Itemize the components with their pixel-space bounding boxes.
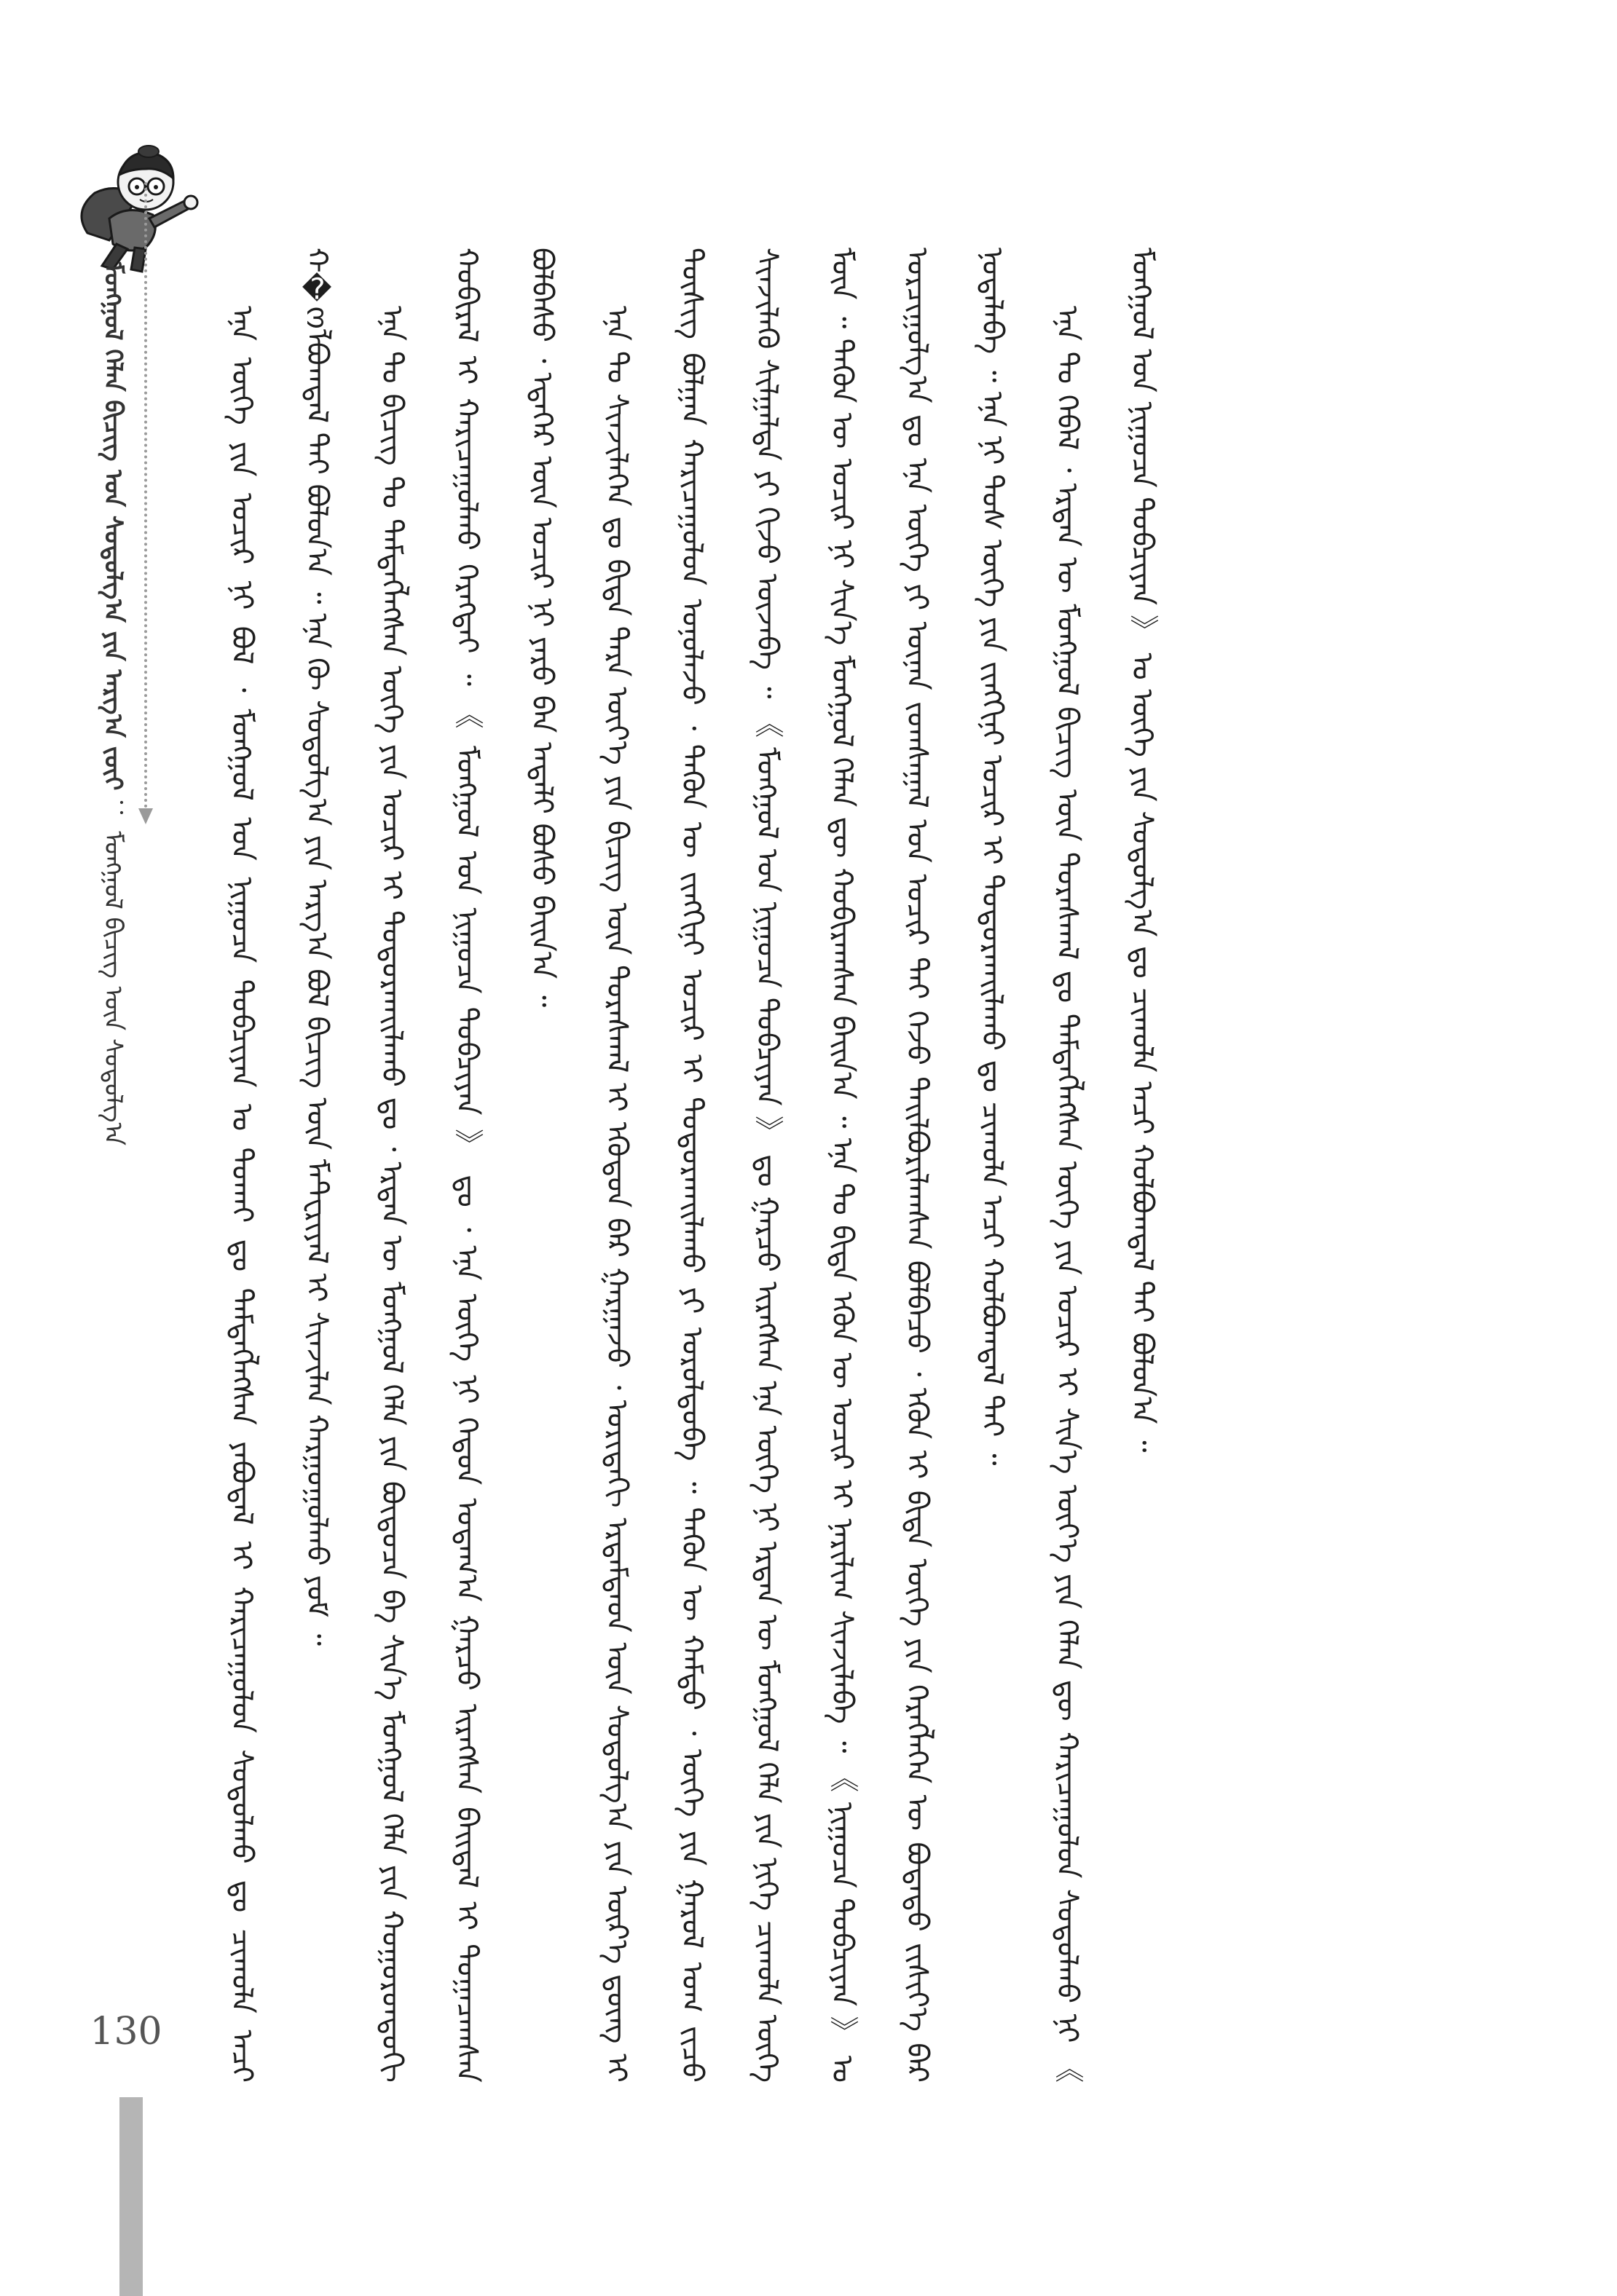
running-header-subtitle: ᠮᠣᠩᠭᠣᠯ ᠪᠢᠴᠢᠭ ᠦᠨ ᠰᠤᠳᠤᠯᠭ᠎ᠠ [98,831,127,1146]
running-header-separator: ： [98,798,127,824]
body-paragraph: ᠡᠨᠡ ᠲᠤ ᠪᠢᠴᠢᠭ ᠲᠤ ᠲᠡᠮᠳᠡᠭᠯᠡᠭᠰᠡᠨ ᠦᠭᠡ ᠶᠢᠨ ᠤᠴᠢᠷ ᠢ ᠲᠣᠳᠤᠷᠬᠠᠢᠯᠠᠬᠤ ᠳᠤ ᠂ ᠡᠷᠲᠡᠨ ᠦ ᠮᠣᠩᠭᠣᠯ ᠬᠡᠯᠡ ᠶᠢᠨ ᠪᠦᠲᠦᠴᠡ ᠪᠠ ᠰᠢᠨ᠎ᠡ ᠮᠣᠩᠭᠣᠯ ᠬᠡᠯᠡ ᠶᠢᠨ ᠬᠣᠭᠣᠷᠤᠨᠳᠤᠬᠢ ᠬᠤᠪᠢᠷᠠᠯ ᠢ ᠬᠠᠷᠢᠴᠠᠭᠤᠯᠬᠤ ᠬᠡᠷᠡᠭᠲᠡᠢ ᠃ 《 ᠮᠣᠩᠭᠣᠯ ᠤᠨ ᠨᠢᠭᠤᠴᠠ ᠲᠣᠪᠴᠢᠶᠠᠨ 》 ᠳᠤ ᠂ ᠡᠨᠡ ᠦᠭᠡ ᠨᠢ ᠬᠡᠳᠦᠨ ᠤᠳᠠᠭ᠎ᠠ ᠭᠠᠷᠴᠤ ᠢᠷᠡᠭᠰᠡᠨ ᠪᠠᠢᠳᠠᠯ ᠢ ᠲᠣᠭᠠᠴᠠᠭᠰᠠᠨ ᠪᠣᠯᠪᠠᠰᠤ ᠂ ᠡᠳᠡᠭᠡᠷ ᠦᠨ ᠤᠴᠢᠷ ᠨᠢ ᠶᠡᠷᠦ ᠪᠡᠨ ᠠᠳᠠᠯᠢ ᠪᠤᠰᠤ ᠪᠠᠢᠨ᠎ᠠ ᠃ [375,248,559,2083]
body-text [204,248,1486,2083]
page-side-tab [119,2097,143,2296]
header-arrow-icon [138,808,153,824]
page-number: 130 [90,2010,162,2054]
body-paragraph: ᠡᠨᠡ ᠦᠭᠡ ᠶᠢᠨ ᠤᠴᠢᠷ ᠨᠢ ᠪᠣᠯ ᠂ ᠮᠣᠩᠭᠣᠯ ᠤᠨ ᠨᠢᠭᠤᠴᠠ ᠲᠣᠪᠴᠢᠶᠠᠨ ᠤ ᠲᠤᠬᠠᠢ ᠳᠤ ᠲᠡᠮᠳᠡᠭᠯᠡᠭᠰᠡᠨ ᠶᠠᠪᠤᠳᠠᠯ ᠢ ᠬᠠᠷᠢᠴᠠᠭᠤᠯᠤᠨ ᠰᠤᠳᠤᠯᠬᠤ ᠳᠤ ᠴᠢᠬᠤᠯᠠ ᠠᠴᠢ ᠬ�ოᠯᠪᠣᠭᠳᠠᠯ ᠲᠠᠢ ᠪᠣᠯᠤᠨ᠎ᠠ ᠃ ᠡᠨᠡ ᠬᠦ ᠰᠤᠳᠤᠯᠭ᠎ᠠ ᠶᠢᠨ ᠠᠷᠭ᠎ᠠ ᠪᠣᠯ ᠪᠢᠴᠢᠭ ᠦᠨ ᠮᠠᠲ᠋ᠧᠷᠢᠶᠠᠯ ᠢ ᠰᠢᠨᠵᠢᠯᠡᠨ ᠬᠠᠷᠭᠤᠭᠤᠯᠬᠤ ᠶᠤᠮ ᠃ [225,248,334,2083]
flying-boy-mascot-icon [58,124,226,277]
header-dotted-line [144,182,147,808]
body-paragraph: ᠡᠨᠡ ᠲᠤ ᠰᠢᠨᠵᠢᠯᠡᠭᠡᠨ ᠳᠤ ᠪᠢᠳᠡ ᠲᠡᠷᠡ ᠦᠶ᠎ᠡ ᠶᠢᠨ ᠪᠢᠴᠢᠭ ᠦᠨ ᠳᠤᠷᠠᠰᠬᠠᠯ ᠢ ᠡᠭᠦᠳᠦᠨ ᠪᠡᠷ ᠭᠠᠷᠭᠠᠵᠤ ᠂ ᠤᠷᠢᠳᠠᠬᠢ ᠡᠷᠳᠡᠮᠲᠡᠳ ᠦᠨ ᠰᠤᠳᠤᠯᠭ᠎ᠠ ᠶᠢᠨ ᠦᠷ᠎ᠡ ᠳ᠋ᠦᠩ ᠢ ᠲᠦᠰᠢᠭ ᠪᠣᠯᠭᠠᠨ ᠬᠠᠷᠢᠴᠠᠭᠤᠯᠤᠨ ᠣᠨᠣᠯᠠᠵᠤ ᠂ ᠲᠡᠭᠦᠨ ᠦ ᠵᠢᠩᠬᠢᠨᠢ ᠤᠴᠢᠷ ᠢ ᠲᠣᠳᠤᠷᠬᠠᠢᠯᠠᠬᠤ ᠶᠢ ᠣᠷᠣᠯᠳᠤᠪᠠ ᠃ ᠲᠡᠭᠦᠨ ᠦ ᠬᠠᠮᠲᠤ ᠂ ᠦᠭᠡ ᠶᠢᠨ ᠭᠠᠷᠤᠯ ᠤᠭ ᠵᠢᠴᠤ ᠰᠢᠨᠵᠢᠯᠡᠬᠦ ᠰᠢᠯᠭᠠᠯᠲᠠ ᠶᠢ ᠬᠢᠵᠦ ᠦᠵᠡᠪᠡ ᠃ 《 ᠮᠣᠩᠭᠣᠯ ᠤᠨ ᠨᠢᠭᠤᠴᠠ ᠲᠣᠪᠴᠢᠶᠠᠨ 》 ᠳᠤ ᠭᠠᠷᠴᠤ ᠢᠷᠡᠭᠰᠡᠨ ᠡᠨᠡ ᠦᠭᠡ ᠨᠢ ᠡᠷᠲᠡᠨ ᠦ ᠮᠣᠩᠭᠣᠯ ᠬᠡᠯᠡ ᠶᠢᠨ ᠨᠢᠭᠡ ᠴᠢᠬᠤᠯᠠ ᠦᠭᠡ ᠮᠥᠨ ᠃ ᠲᠡᠭᠦᠨ ᠦ ᠤᠴᠢᠷ ᠨᠢ ᠰᠢᠨ᠎ᠡ ᠮᠣᠩᠭᠣᠯ ᠬᠡᠯᠡᠨ ᠳᠦ ᠬᠤᠪᠢᠷᠠᠭᠰᠠᠨ ᠪᠠᠢᠨ᠎ᠠ ᠃ ᠡᠨᠡ ᠲᠤ ᠪᠢᠳᠡ ᠡᠭᠦᠨ ᠦ ᠤᠴᠢᠷ ᠢ ᠨᠠᠷᠢᠯᠢᠭ ᠰᠢᠨᠵᠢᠯᠡᠪᠡ ᠃ 《 ᠨᠢᠭᠤᠴᠠ ᠲᠣᠪᠴᠢᠶᠠᠨ 》 ᠤ ᠣᠷᠴᠢᠭᠤᠯᠭ᠎ᠠ ᠳᠤ ᠡᠨᠡ ᠦᠭᠡ ᠶᠢ ᠦᠨᠡᠨ ᠵᠣᠭᠰᠠᠭᠠᠯ ᠤᠨ ᠤᠴᠢᠷ ᠲᠠᠢ ᠭᠡᠵᠦ ᠲᠠᠢᠯᠪᠤᠷᠢᠯᠠᠭᠰᠠᠨ ᠪᠣᠯᠪᠠᠴᠤ ᠂ ᠡᠭᠦᠨ ᠢ ᠪᠢᠳᠡ ᠦᠭᠡ ᠶᠢᠨ ᠬᠡᠷᠡᠭᠯᠡᠭᠡᠨ ᠦ ᠪᠣᠳᠠᠲᠤ ᠵᠢᠱᠢᠶ᠎ᠡ ᠪᠡᠷ ᠨᠣᠲᠠᠯᠠᠪᠠ ᠃ ᠡᠨᠡ ᠨᠢ ᠲᠤᠰ ᠦᠭᠡ ᠶᠢᠨ ᠵᠢᠩᠬᠢᠨᠢ ᠤᠴᠢᠷ ᠢ ᠲᠣᠳᠤᠷᠬᠠᠢᠯᠠᠬᠤ ᠳᠤ ᠴᠢᠬᠤᠯᠠ ᠠᠴᠢ ᠬᠣᠯᠪᠣᠭᠳᠠᠯ ᠲᠠᠢ ᠃ [600,248,1009,2083]
running-header-title: ᠮᠣᠩᠭᠣᠯ ᠬᠡᠯᠡᠨ ᠪᠢᠴᠢᠭ ᠤᠨ ᠰᠤᠳᠤᠯᠭ᠎ᠠ ᠶᠢᠨ ᠠᠷᠭ᠎ᠠ ᠵᠦᠢ [98,262,127,791]
running-header [87,262,138,1146]
body-paragraph: ᠡᠨᠡ ᠲᠤ ᠭᠡᠪᠡᠯ ᠂ ᠡᠷᠲᠡᠨ ᠦ ᠮᠣᠩᠭᠣᠯ ᠪᠢᠴᠢᠭ ᠦᠨ ᠳᠤᠷᠠᠰᠬᠠᠯ ᠳᠤ ᠲᠡᠮᠳᠡᠭᠯᠡᠭᠰᠡᠨ ᠦᠭᠡ ᠶᠢᠨ ᠤᠴᠢᠷ ᠢ ᠰᠢᠨ᠎ᠡ ᠦᠶ᠎ᠡ ᠶᠢᠨ ᠬᠡᠯᠡᠨ ᠳᠦ ᠬᠠᠷᠢᠴᠠᠭᠤᠯᠤᠨ ᠰᠤᠳᠤᠯᠬᠤ ᠨᠢ 《 ᠮᠣᠩᠭᠣᠯ ᠤᠨ ᠨᠢᠭᠤᠴᠠ ᠲᠣᠪᠴᠢᠶᠠᠨ 》 ᠤ ᠦᠭᠡ ᠶᠢᠨ ᠰᠤᠳᠤᠯᠭ᠎ᠠ ᠳᠤ ᠴᠢᠬᠤᠯᠠ ᠠᠴᠢ ᠬᠣᠯᠪᠣᠭᠳᠠᠯ ᠲᠠᠢ ᠪᠣᠯᠤᠨ᠎ᠠ ᠃ [1050,248,1159,2083]
